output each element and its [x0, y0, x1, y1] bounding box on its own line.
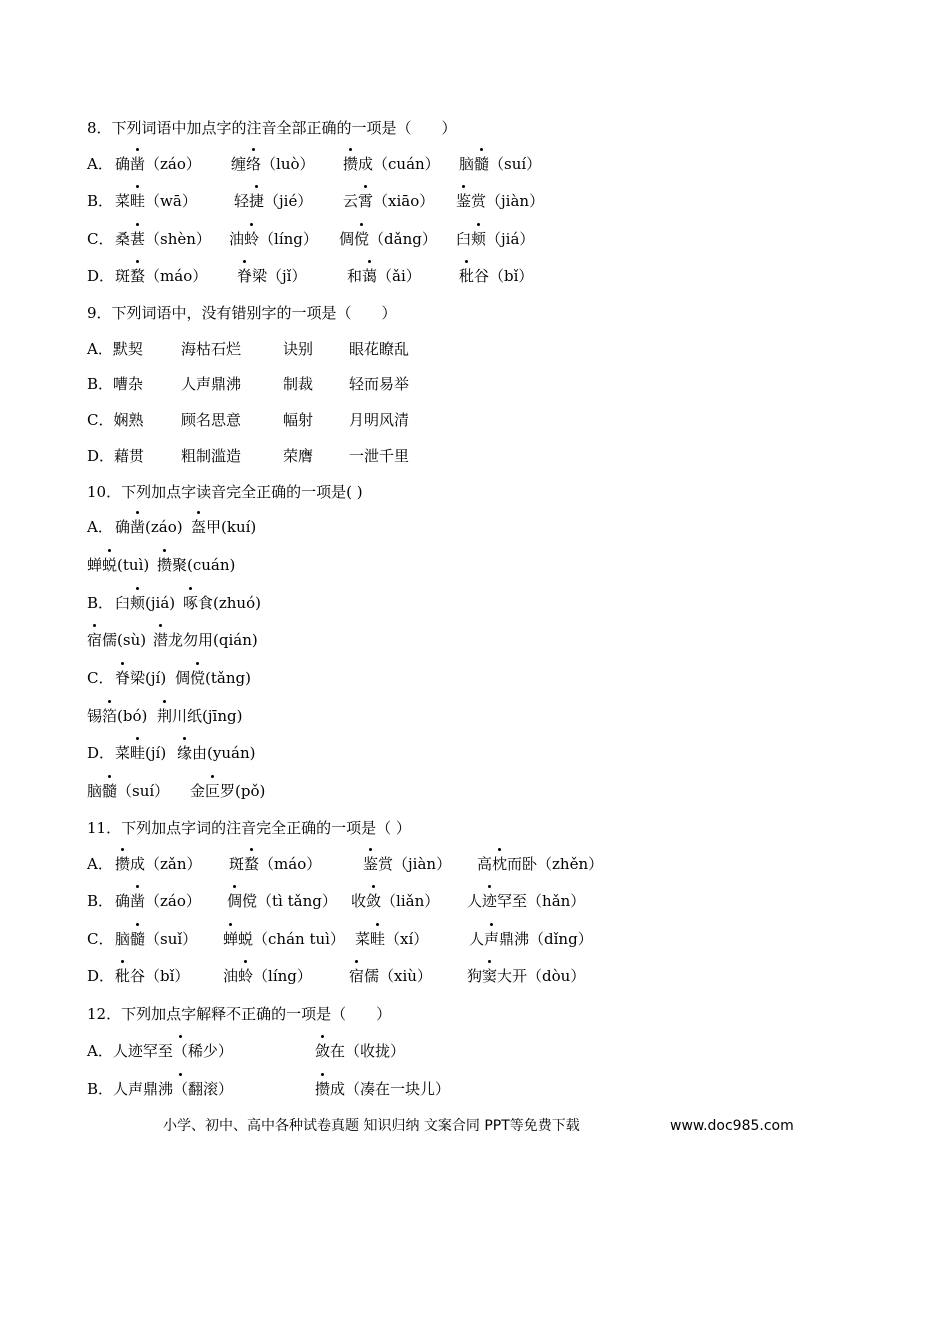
text-segment: 人迹罕至（hǎn）	[467, 892, 586, 910]
emphasis-dot-char: 蝥	[244, 855, 260, 873]
text-segment: 锡箔(bó)	[87, 707, 148, 725]
text-segment: A．默契	[87, 340, 143, 358]
text-segment: 顾名思意	[181, 411, 242, 429]
text-segment: 攒成（cuán）	[343, 155, 440, 173]
emphasis-dot-char: 络	[246, 155, 262, 173]
text-segment: 和蔼（ǎi）	[347, 267, 421, 285]
emphasis-dot-char: 蝉	[223, 930, 239, 948]
emphasis-dot-char: 秕	[115, 967, 131, 985]
emphasis-dot-char: 捷	[249, 192, 265, 210]
text-segment: 啄食(zhuó)	[183, 594, 261, 612]
text-segment: D．	[87, 744, 115, 762]
emphasis-dot-char: 颊	[471, 230, 487, 248]
emphasis-dot-char: 傥	[354, 230, 370, 248]
text-segment: 菜畦（xí）	[355, 930, 429, 948]
text-segment: 脊梁(jí)	[115, 669, 167, 687]
text-segment: 高枕而卧（zhěn）	[477, 855, 604, 873]
text-segment: 确凿(záo)	[115, 518, 183, 536]
text-segment: 宿儒（xiù）	[349, 967, 432, 985]
text-segment: 脑髓（suí）	[459, 155, 542, 173]
emphasis-dot-char: 颊	[130, 594, 146, 612]
footer-url: www.doc985.com	[670, 1118, 794, 1134]
emphasis-dot-char: 蔼	[362, 267, 378, 285]
emphasis-dot-char: 凿	[130, 892, 146, 910]
emphasis-dot-char: 宿	[349, 967, 365, 985]
text-segment: 缠络（luò）	[231, 155, 315, 173]
emphasis-dot-char: 畦	[130, 192, 146, 210]
text-segment: 金叵罗(pǒ)	[190, 782, 266, 800]
emphasis-dot-char: 枕	[492, 855, 508, 873]
emphasis-dot-char: 声	[484, 930, 500, 948]
emphasis-dot-char: 攒	[343, 155, 359, 173]
text-segment: B．	[87, 892, 114, 910]
emphasis-dot-char: 攒	[115, 855, 131, 873]
text-segment: 海枯石烂	[181, 340, 242, 358]
text-segment: 鉴赏（jiàn）	[363, 855, 452, 873]
text-segment: D．	[87, 267, 115, 285]
emphasis-dot-char: （	[173, 1080, 189, 1098]
footer-text: 小学、初中、高中各种试卷真题 知识归纳 文案合同 PPT等免费下载	[163, 1118, 580, 1134]
text-segment: 荆川纸(jīng)	[157, 707, 243, 725]
text-segment: 攒聚(cuán)	[157, 556, 236, 574]
emphasis-dot-char: 髓	[102, 782, 118, 800]
text-segment: 8．下列词语中加点字的注音全部正确的一项是（ ）	[87, 119, 457, 137]
text-segment: 10．下列加点字读音完全正确的一项是( )	[87, 483, 363, 501]
emphasis-dot-char: 凿	[130, 155, 146, 173]
text-segment: C．	[87, 669, 114, 687]
emphasis-dot-char: 蛉	[244, 230, 260, 248]
text-segment: 确凿（záo）	[115, 892, 201, 910]
text-segment: 斑蝥（máo）	[229, 855, 322, 873]
text-segment: 脑髓（suí）	[87, 782, 170, 800]
text-segment: 脊梁（jǐ）	[237, 267, 307, 285]
emphasis-dot-char: 潜	[153, 631, 169, 649]
text-segment: 桑葚（shèn）	[115, 230, 211, 248]
emphasis-dot-char: 蝥	[130, 267, 146, 285]
text-segment: B．嘈杂	[87, 375, 144, 393]
text-segment: 攒成（zǎn）	[115, 855, 202, 873]
text-segment: B．	[87, 594, 114, 612]
text-segment: 臼颊(jiá)	[115, 594, 176, 612]
text-segment: 11．下列加点字词的注音完全正确的一项是（ ）	[87, 819, 411, 837]
text-segment: C．娴熟	[87, 411, 144, 429]
emphasis-dot-char: 啄	[183, 594, 199, 612]
text-segment: 倜傥(tǎng)	[175, 669, 251, 687]
text-segment: 秕谷（bǐ）	[115, 967, 190, 985]
emphasis-dot-char: 敛	[315, 1042, 331, 1060]
emphasis-dot-char: 敛	[366, 892, 382, 910]
emphasis-dot-char: 箔	[102, 707, 118, 725]
text-segment: 攒成（凑在一块儿）	[315, 1080, 451, 1098]
emphasis-dot-char: 髓	[130, 930, 146, 948]
text-segment: 脑髓（suǐ）	[115, 930, 198, 948]
text-segment: B．	[87, 192, 114, 210]
text-segment: 人声鼎沸（dǐng）	[469, 930, 593, 948]
text-segment: 斑蝥（máo）	[115, 267, 208, 285]
emphasis-dot-char: 畦	[370, 930, 386, 948]
text-segment: 蝉蜕（chán tuì）	[223, 930, 345, 948]
text-segment: 油蛉（líng）	[223, 967, 312, 985]
text-segment: 菜畦（wā）	[115, 192, 197, 210]
text-segment: 倜傥（dǎng）	[339, 230, 437, 248]
text-segment: 确凿（záo）	[115, 155, 201, 173]
emphasis-dot-char: 蜕	[102, 556, 118, 574]
text-segment: C．	[87, 930, 114, 948]
emphasis-dot-char: 脊	[237, 267, 253, 285]
text-segment: D．	[87, 967, 115, 985]
text-segment: 云霄（xiāo）	[343, 192, 435, 210]
text-segment: 潜龙勿用(qián)	[153, 631, 258, 649]
text-segment: 一泄千里	[349, 447, 410, 465]
emphasis-dot-char: （	[172, 1042, 188, 1060]
emphasis-dot-char: 髓	[474, 155, 490, 173]
text-segment: 月明风清	[349, 411, 410, 429]
text-segment: 敛在（收拢）	[315, 1042, 406, 1060]
emphasis-dot-char: 窦	[482, 967, 498, 985]
text-segment: C．	[87, 230, 114, 248]
emphasis-dot-char: 傥	[190, 669, 206, 687]
emphasis-dot-char: 迹	[482, 892, 498, 910]
text-segment: 鉴赏（jiàn）	[456, 192, 545, 210]
text-segment: 蝉蜕(tuì)	[87, 556, 150, 574]
text-segment: 荣膺	[283, 447, 314, 465]
text-segment: A．	[87, 518, 113, 536]
text-segment: 粗制滥造	[181, 447, 242, 465]
text-segment: 眼花瞭乱	[349, 340, 410, 358]
text-segment: 人声鼎沸	[181, 375, 242, 393]
text-segment: A．人迹罕至（稀少）	[87, 1042, 233, 1060]
text-segment: 臼颊（jiá）	[456, 230, 535, 248]
text-segment: 盔甲(kuí)	[191, 518, 257, 536]
emphasis-dot-char: 叵	[205, 782, 221, 800]
text-segment: B．人声鼎沸（翻滚）	[87, 1080, 234, 1098]
text-segment: A．	[87, 155, 113, 173]
emphasis-dot-char: 攒	[157, 556, 173, 574]
text-segment: 12．下列加点字解释不正确的一项是（ ）	[87, 1005, 392, 1023]
text-segment: 轻而易举	[349, 375, 410, 393]
text-segment: 油蛉（líng）	[229, 230, 318, 248]
text-segment: 狗窦大开（dòu）	[467, 967, 586, 985]
text-segment: 轻捷（jié）	[234, 192, 313, 210]
emphasis-dot-char: 缘	[177, 744, 193, 762]
emphasis-dot-char: 霄	[358, 192, 374, 210]
emphasis-dot-char: 盔	[191, 518, 207, 536]
text-segment: 秕谷（bǐ）	[459, 267, 534, 285]
emphasis-dot-char: 凿	[130, 518, 146, 536]
emphasis-dot-char: 鉴	[363, 855, 379, 873]
text-segment: A．	[87, 855, 113, 873]
emphasis-dot-char: 荆	[157, 707, 173, 725]
emphasis-dot-char: 脊	[115, 669, 131, 687]
text-segment: 幅射	[283, 411, 314, 429]
emphasis-dot-char: 葚	[130, 230, 146, 248]
text-segment: 缘由(yuán)	[177, 744, 256, 762]
text-segment: 制裁	[283, 375, 314, 393]
text-segment: D．藉贯	[87, 447, 145, 465]
text-segment: 诀别	[283, 340, 314, 358]
text-segment: 宿儒(sù)	[87, 631, 147, 649]
emphasis-dot-char: 畦	[130, 744, 146, 762]
emphasis-dot-char: 宿	[87, 631, 103, 649]
text-segment: 倜傥（tì tǎng）	[227, 892, 337, 910]
emphasis-dot-char: 蛉	[238, 967, 254, 985]
text-segment: 菜畦(jí)	[115, 744, 167, 762]
emphasis-dot-char: 攒	[315, 1080, 331, 1098]
emphasis-dot-char: 鉴	[456, 192, 472, 210]
text-segment: 收敛（liǎn）	[351, 892, 440, 910]
text-segment: 9．下列词语中，没有错别字的一项是（ ）	[87, 304, 397, 322]
emphasis-dot-char: 秕	[459, 267, 475, 285]
emphasis-dot-char: 倜	[227, 892, 243, 910]
